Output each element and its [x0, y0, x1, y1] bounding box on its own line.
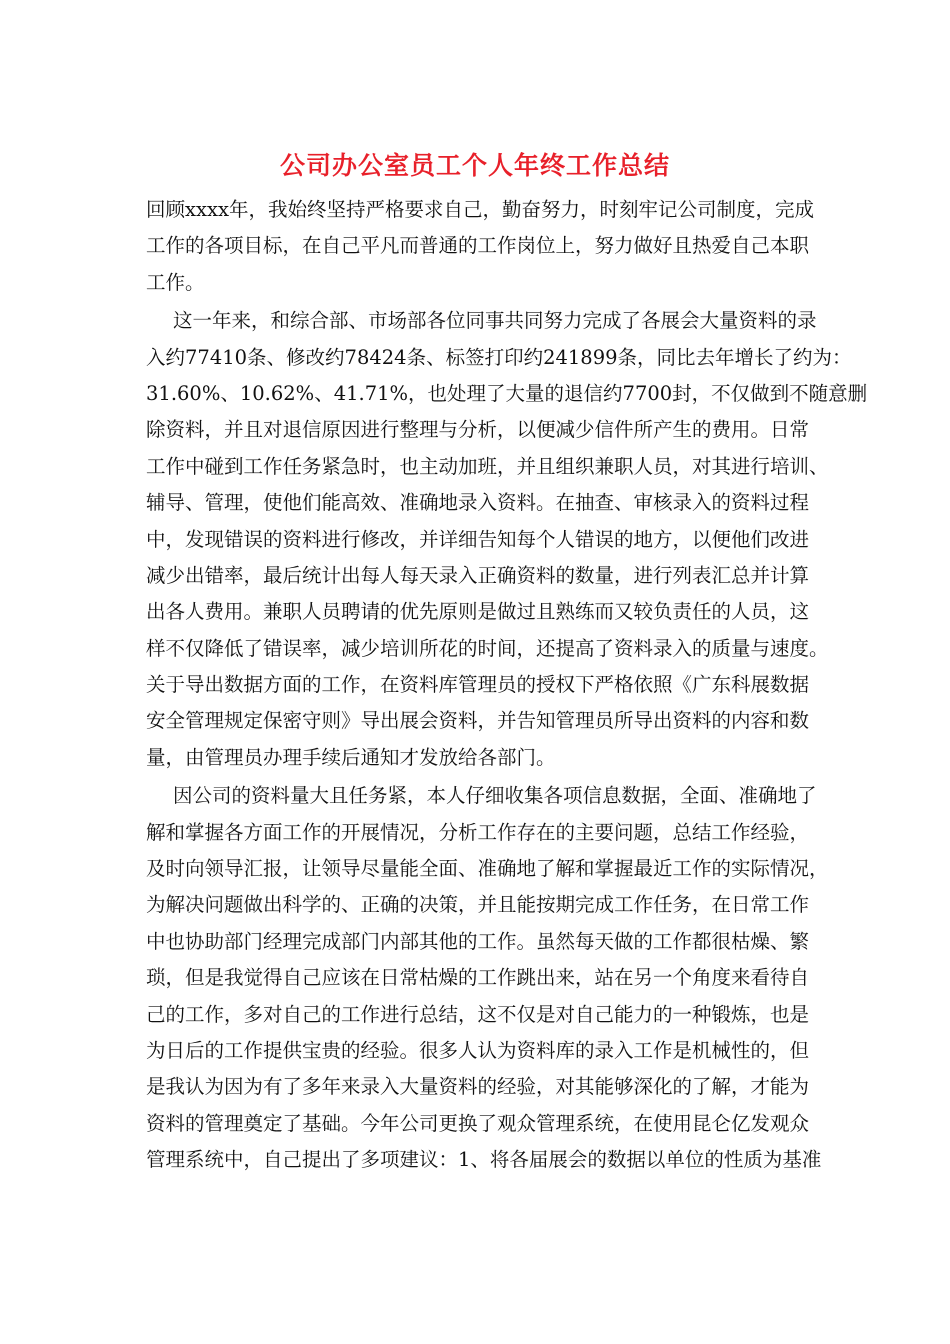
paragraph-line: 31.60%、10.62%、41.71%，也处理了大量的退信约7700封，不仅做到不随意删: [146, 381, 868, 405]
paragraph-line: 工作中碰到工作任务紧急时，也主动加班，并且组织兼职人员，对其进行培训、: [146, 454, 829, 478]
paragraph-line: 解和掌握各方面工作的开展情况，分析工作存在的主要问题，总结工作经验，: [146, 820, 810, 844]
paragraph-line: 出各人费用。兼职人员聘请的优先原则是做过且熟练而又较负责任的人员，这: [146, 600, 810, 624]
paragraph-line: 关于导出数据方面的工作，在资料库管理员的授权下严格依照《广东科展数据: [146, 673, 810, 697]
paragraph-3: [146, 778, 829, 1178]
paragraph-line: 己的工作，多对自己的工作进行总结，这不仅是对自己能力的一种锻炼，也是: [146, 1002, 810, 1026]
paragraph-line: 安全管理规定保密守则》导出展会资料，并告知管理员所导出资料的内容和数: [146, 709, 810, 733]
paragraph-line: 这一年来，和综合部、市场部各位同事共同努力完成了各展会大量资料的录: [173, 309, 817, 333]
paragraph-line: 回顾xxxx年，我始终坚持严格要求自己，勤奋努力，时刻牢记公司制度，完成: [146, 198, 814, 221]
paragraph-line: 工作的各项目标，在自己平凡而普通的工作岗位上，努力做好且热爱自己本职: [146, 234, 810, 258]
paragraph-2: [146, 303, 868, 776]
document-title: 公司办公室员工个人年终工作总结: [279, 151, 670, 180]
document-body: [146, 192, 868, 1181]
paragraph-line: 辅导、管理，使他们能高效、准确地录入资料。在抽查、审核录入的资料过程: [146, 491, 810, 515]
paragraph-line: 入约77410条、修改约78424条、标签打印约241899条，同比去年增长了约为：: [146, 345, 852, 369]
paragraph-line: 为解决问题做出科学的、正确的决策，并且能按期完成工作任务，在日常工作: [146, 893, 810, 917]
paragraph-line: 减少出错率，最后统计出每人每天录入正确资料的数量，进行列表汇总并计算: [146, 563, 810, 587]
paragraph-line: 因公司的资料量大且任务紧，本人仔细收集各项信息数据，全面、准确地了: [173, 784, 817, 808]
paragraph-line: 除资料，并且对退信原因进行整理与分析，以便减少信件所产生的费用。日常: [146, 418, 810, 442]
paragraph-line: 琐，但是我觉得自己应该在日常枯燥的工作跳出来，站在另一个角度来看待自: [146, 966, 810, 990]
paragraph-line: 为日后的工作提供宝贵的经验。很多人认为资料库的录入工作是机械性的，但: [146, 1038, 810, 1062]
paragraph-line: 资料的管理奠定了基础。今年公司更换了观众管理系统，在使用昆仑亿发观众: [146, 1111, 810, 1135]
paragraph-line: 工作。: [146, 270, 205, 294]
paragraph-line: 及时向领导汇报，让领导尽量能全面、准确地了解和掌握最近工作的实际情况，: [146, 857, 829, 881]
paragraph-line: 是我认为因为有了多年来录入大量资料的经验，对其能够深化的了解，才能为: [146, 1075, 810, 1099]
paragraph-line: 中也协助部门经理完成部门内部其他的工作。虽然每天做的工作都很枯燥、繁: [146, 929, 810, 953]
paragraph-line: 样不仅降低了错误率，减少培训所花的时间，还提高了资料录入的质量与速度。: [146, 636, 829, 660]
paragraph-line: 量，由管理员办理手续后通知才发放给各部门。: [146, 745, 556, 769]
paragraph-line: 中，发现错误的资料进行修改，并详细告知每个人错误的地方，以便他们改进: [146, 527, 810, 551]
paragraph-1: [146, 192, 814, 301]
paragraph-line: 管理系统中，自己提出了多项建议：1、将各届展会的数据以单位的性质为基准: [146, 1148, 822, 1172]
